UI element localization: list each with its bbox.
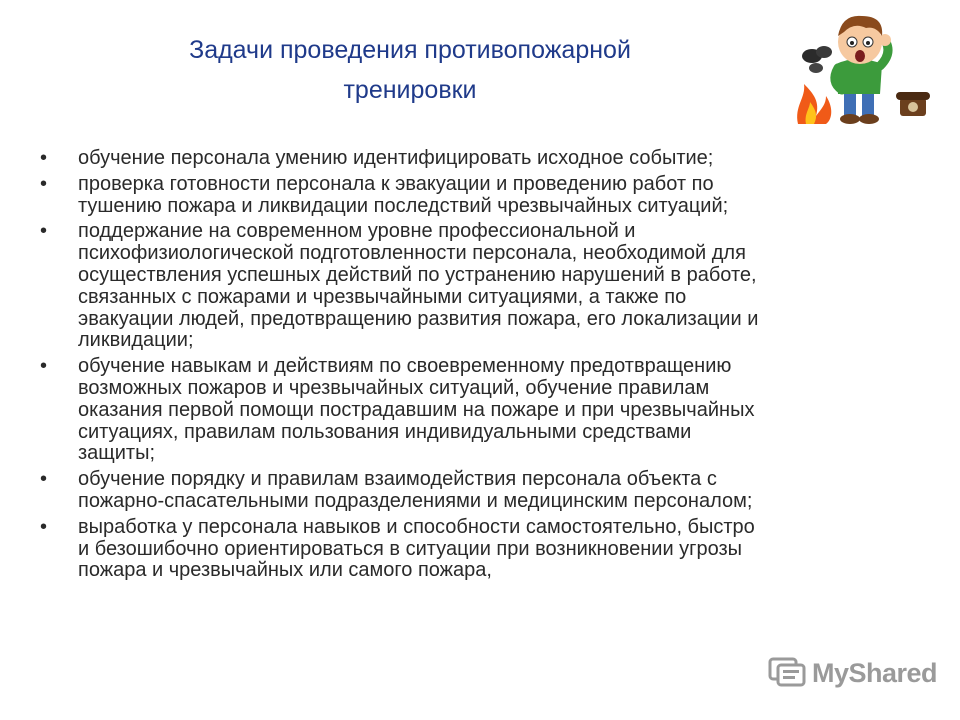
- list-item-line: • проверка готовности персонала к эвакуации и проведению работ по: [78, 172, 714, 195]
- list-item-line: возможных пожаров и чрезвычайных ситуаций, обучение правилам: [78, 376, 710, 399]
- list-item: [38, 517, 900, 582]
- list-item: [38, 469, 900, 513]
- list-item-line: ликвидации;: [78, 329, 194, 352]
- list-item-line: • обучение персонала умению идентифицировать исходное событие;: [78, 147, 714, 169]
- list-item-line: и безошибочно ориентироваться в ситуации при возникновении угрозы: [78, 537, 743, 560]
- slide-title: [60, 30, 760, 110]
- list-item-line: • выработка у персонала навыков и способности самостоятельно, быстро: [78, 515, 755, 538]
- slide-title-line-1: Задачи проведения противопожарной: [189, 36, 631, 64]
- list-item: [38, 221, 900, 352]
- list-item-line: пожарно-спасательными подразделениями и медицинским персоналом;: [78, 489, 753, 512]
- list-item-line: ситуациях, правилам пользования индивидуальными средствами: [78, 420, 692, 443]
- list-item-line: психофизиологической подготовленности персонала, необходимой для: [78, 242, 746, 265]
- list-item-line: защиты;: [78, 442, 156, 465]
- list-item-line: оказания первой помощи пострадавшим на пожаре и при чрезвычайных: [78, 398, 755, 421]
- list-item-line: пожара и чрезвычайных или самого пожара,: [78, 559, 492, 582]
- list-item: [38, 356, 900, 465]
- list-item: [38, 174, 900, 218]
- task-list: [38, 148, 900, 586]
- list-item-line: эвакуации людей, предотвращению развития пожара, его локализации и: [78, 307, 759, 330]
- list-item-line: • поддержание на современном уровне профессиональной и: [78, 220, 636, 243]
- list-item: [38, 148, 900, 170]
- scared-boy-fire-cartoon-icon: [792, 6, 932, 128]
- watermark-text: MyShared: [812, 657, 938, 688]
- list-item-line: • обучение порядку и правилам взаимодействия персонала объекта с: [78, 468, 717, 491]
- list-item-line: • обучение навыкам и действиям по своевременному предотвращению: [78, 355, 732, 378]
- myshared-logo-icon: [768, 655, 806, 692]
- list-item-line: связанных с пожарами и чрезвычайными ситуациями, а также по: [78, 285, 687, 308]
- myshared-watermark[interactable]: [768, 655, 937, 691]
- list-item-line: осуществления успешных действий по устранению нарушений в работе,: [78, 263, 757, 286]
- list-item-line: тушению пожара и ликвидации последствий чрезвычайных ситуаций;: [78, 194, 729, 217]
- slide-title-line-2: тренировки: [343, 76, 477, 104]
